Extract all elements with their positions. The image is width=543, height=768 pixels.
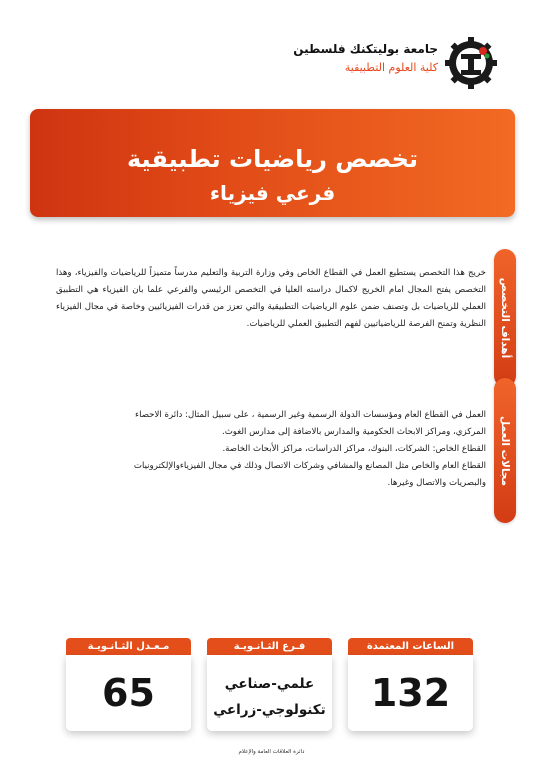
fields-tab-label: مجالات العمل [499,415,511,486]
school-average-card [66,638,191,731]
fields-line: القطاع العام والخاص مثل المصانع والمشافي وشركات الاتصال وذلك في مجال الفيزياءوالإلكترونيات [133,461,486,471]
goals-paragraph: خريج هذا التخصص يستطيع العمل في القطاع الخاص وفي وزارة التربية والتعليم مدرساً متميزاً للرياضيات والفيزياء، وهذا التخصص يفتح المجال امام الخريج لاكمال دراسته العليا في التخصص الرئيسي والفرعي علما بان الفيزياء هي التطبيق العملي للرياضيات بل وتصنف ضمن علوم الرياضيات التطبيقية والتي تعزز من قدرات الفيزيائيين وخاصة في مجال الفيزياء النظرية وتمنح الفرصة للرياضياتيين لفهم التطبيق العملي للرياضيات. [56,268,486,329]
footer-credit: دائرة العلاقات العامة والإعلام [238,749,305,755]
school-branch-card [207,638,332,731]
fields-tab [494,378,516,523]
credit-hours-card [348,638,473,731]
credit-hours-value: 132 [370,671,451,715]
school-branch-label: فـرع الثـانـويـة [207,638,332,655]
school-average-label: مـعـدل الثـانـويـة [66,638,191,655]
university-name: جامعة بوليتكنك فلسطين [293,42,438,56]
school-average-value: 65 [102,671,155,715]
page-title: تخصص رياضيات تطبيقية [127,145,418,173]
fields-line: العمل في القطاع العام ومؤسسات الدولة الرسمية وغير الرسمية ، على سبيل المثال: دائرة الاحصاء [135,410,486,420]
fields-line: القطاع الخاص: الشركات، البنوك، مراكز الدراسات، مراكز الأبحاث الخاصة. [222,444,486,454]
fields-section [56,407,486,492]
page-subtitle: فرعي فيزياء [209,181,336,205]
card-body [207,655,332,731]
university-logo-icon [444,36,498,90]
credit-hours-label: الساعات المعتمدة [348,638,473,655]
college-name: كلية العلوم التطبيقية [344,61,438,74]
goals-tab-label: أهداف التخصص [499,277,511,359]
school-branch-line2: تكنولوجي-زراعي [213,702,326,718]
fields-line: والبصريات والاتصال وغيرها. [387,478,486,488]
goals-tab [494,249,516,387]
school-branch-line1: علمي-صناعي [224,676,315,692]
fields-line: المركزي، ومراكز الابحاث الحكومية والمدارس بالاضافة إلى مدارس الغوث. [221,427,486,437]
